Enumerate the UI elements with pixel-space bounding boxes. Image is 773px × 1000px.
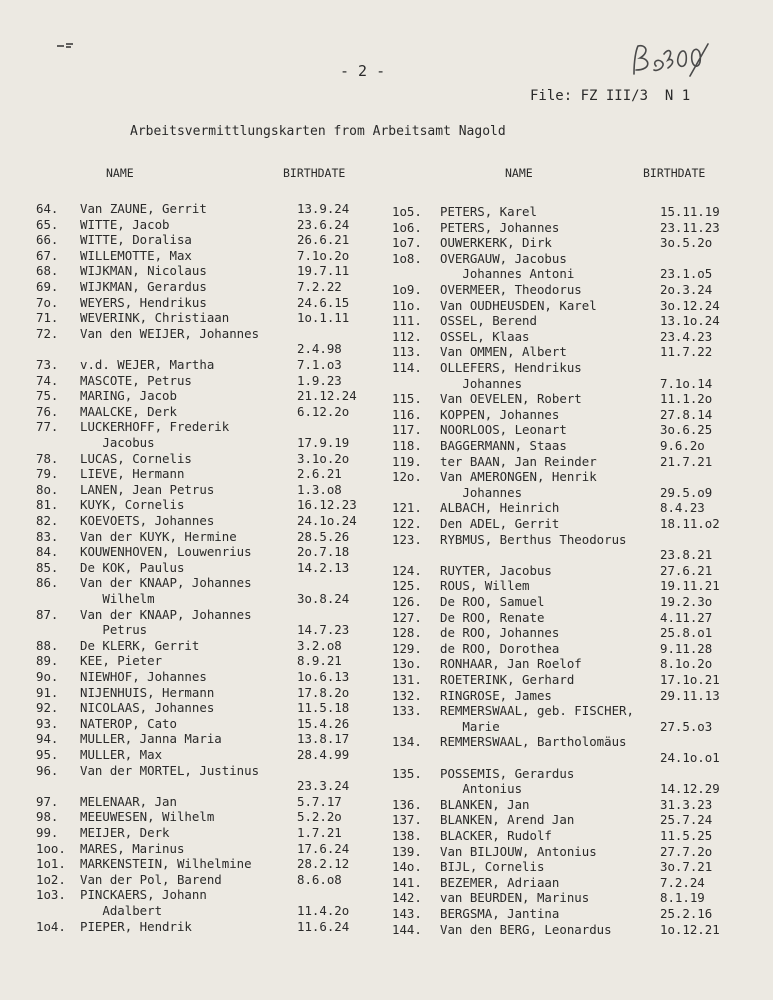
person-name: MARES, Marinus [80, 840, 185, 856]
birthdate: 11.5.25 [660, 828, 713, 843]
person-name: Van OEVELEN, Robert [440, 391, 582, 407]
birthdate: 1o.1.11 [297, 310, 350, 326]
entry-number: 111. [392, 313, 422, 329]
entry-number: 133. [392, 703, 422, 719]
entry-number: 7o. [36, 294, 59, 310]
entry-number: 99. [36, 825, 59, 840]
birthdate: 3o.12.24 [660, 297, 720, 313]
entry-number: 1o1. [36, 856, 66, 872]
birthdate: 14.7.23 [297, 622, 350, 638]
person-name: PETERS, Karel [440, 204, 537, 219]
person-name: Marie [440, 718, 500, 734]
person-name: van BEURDEN, Marinus [440, 890, 590, 906]
entry-number: 132. [392, 687, 422, 703]
birthdate: 24.1o.o1 [660, 750, 720, 765]
person-name: Van ZAUNE, Gerrit [80, 201, 207, 216]
punch-mark [56, 40, 74, 50]
entry-number: 8o. [36, 481, 59, 497]
birthdate: 23.8.21 [660, 547, 713, 563]
entry-number: 65. [36, 216, 59, 232]
entry-number: 115. [392, 391, 422, 407]
person-name: De ROO, Samuel [440, 594, 545, 609]
person-name: v.d. WEJER, Martha [80, 357, 215, 372]
entry-number: 98. [36, 809, 59, 825]
entry-number: 72. [36, 325, 59, 341]
person-name: BLANKEN, Jan [440, 796, 530, 812]
entry-number: 76. [36, 403, 59, 419]
person-name: OLLEFERS, Hendrikus [440, 360, 582, 375]
birthdate: 25.2.16 [660, 906, 713, 921]
birthdate: 27.8.14 [660, 406, 713, 422]
birthdate: 26.6.21 [297, 232, 350, 248]
entry-number: 66. [36, 232, 59, 248]
person-name: De KOK, Paulus [80, 559, 185, 575]
birthdate: 23.6.24 [297, 216, 350, 232]
entry-number: 126. [392, 594, 422, 609]
birthdate: 9.6.2o [660, 438, 705, 453]
person-name: KOUWENHOVEN, Louwenrius [80, 544, 252, 560]
birthdate: 19.11.21 [660, 578, 720, 594]
person-name: Petrus [80, 622, 148, 638]
person-name: BIJL, Cornelis [440, 859, 545, 875]
entry-number: 144. [392, 921, 422, 937]
entry-number: 138. [392, 828, 422, 843]
person-name: Van AMERONGEN, Henrik [440, 469, 597, 485]
entry-number: 83. [36, 528, 59, 544]
birthdate: 23.1.o5 [660, 266, 713, 282]
birthdate: 8.4.23 [660, 500, 705, 516]
person-name: Johannes [440, 484, 523, 500]
person-name: NOORLOOS, Leonart [440, 422, 567, 438]
birthdate: 5.2.2o [297, 809, 342, 825]
person-name: ALBACH, Heinrich [440, 500, 560, 516]
birthdate: 8.1.19 [660, 890, 705, 906]
person-name: MARING, Jacob [80, 388, 177, 404]
entry-number: 86. [36, 575, 59, 591]
birthdate: 11.1.2o [660, 391, 713, 407]
birthdate: 24.6.15 [297, 294, 350, 310]
birthdate: 28.2.12 [297, 856, 350, 872]
entry-number: 13o. [392, 656, 422, 672]
entry-number: 1o5. [392, 204, 422, 219]
entry-number: 119. [392, 453, 422, 469]
birthdate: 4.11.27 [660, 609, 713, 625]
person-name: POSSEMIS, Gerardus [440, 765, 575, 781]
person-name: MULLER, Max [80, 747, 163, 762]
person-name: MASCOTE, Petrus [80, 372, 192, 388]
birthdate: 11.5.18 [297, 700, 350, 716]
entry-number: 1o6. [392, 219, 422, 235]
birthdate: 14.12.29 [660, 781, 720, 797]
entry-number: 88. [36, 637, 59, 653]
birthdate: 19.7.11 [297, 263, 350, 279]
birthdate: 24.1o.24 [297, 513, 357, 528]
entry-number: 77. [36, 419, 59, 435]
entry-number: 11o. [392, 297, 422, 313]
birthdate: 7.1.o3 [297, 357, 342, 372]
birthdate: 1o.6.13 [297, 669, 350, 684]
person-name: Johannes Antoni [440, 266, 575, 282]
birthdate: 3o.5.2o [660, 235, 713, 251]
birthdate: 18.11.o2 [660, 516, 720, 531]
birthdate: 2o.7.18 [297, 544, 350, 560]
entry-number: 85. [36, 559, 59, 575]
column-header-name-left: NAME [106, 166, 134, 180]
entry-number: 135. [392, 765, 422, 781]
entry-number: 73. [36, 357, 59, 372]
birthdate: 31.3.23 [660, 796, 713, 812]
person-name: NIEWHOF, Johannes [80, 669, 207, 684]
birthdate: 17.6.24 [297, 840, 350, 856]
birthdate: 3o.7.21 [660, 859, 713, 875]
birthdate: 17.8.2o [297, 684, 350, 700]
person-name: MAALCKE, Derk [80, 403, 177, 419]
person-name: Van der KNAAP, Johannes [80, 606, 252, 622]
handwritten-signature [628, 40, 712, 84]
birthdate: 21.7.21 [660, 453, 713, 469]
person-name: Den ADEL, Gerrit [440, 516, 560, 531]
entry-number: 67. [36, 247, 59, 263]
birthdate: 17.1o.21 [660, 672, 720, 687]
entry-number: 117. [392, 422, 422, 438]
entry-number: 1oo. [36, 840, 66, 856]
birthdate: 6.12.2o [297, 403, 350, 419]
person-name: ter BAAN, Jan Reinder [440, 453, 597, 469]
birthdate: 25.8.o1 [660, 625, 713, 641]
person-name: Van OMMEN, Albert [440, 344, 567, 360]
person-name: REMMERSWAAL, Bartholomäus [440, 734, 627, 750]
entry-number: 87. [36, 606, 59, 622]
person-name: ROUS, Willem [440, 578, 530, 594]
birthdate: 21.12.24 [297, 388, 357, 404]
person-name: KOPPEN, Johannes [440, 406, 560, 422]
person-name: WIJKMAN, Gerardus [80, 279, 207, 294]
person-name: LUCAS, Cornelis [80, 450, 192, 466]
person-name: OSSEL, Berend [440, 313, 537, 329]
entry-number: 74. [36, 372, 59, 388]
person-name: RONHAAR, Jan Roelof [440, 656, 582, 672]
person-name: BEZEMER, Adriaan [440, 874, 560, 890]
entry-number: 81. [36, 497, 59, 513]
person-name: BLANKEN, Arend Jan [440, 812, 575, 828]
entry-number: 129. [392, 640, 422, 656]
person-name: BERGSMA, Jantina [440, 906, 560, 921]
entry-number: 1o9. [392, 282, 422, 297]
entry-number: 121. [392, 500, 422, 516]
birthdate: 23.4.23 [660, 328, 713, 344]
birthdate: 27.6.21 [660, 562, 713, 578]
birthdate: 11.6.24 [297, 918, 350, 934]
entry-number: 96. [36, 762, 59, 778]
person-name: Van BILJOUW, Antonius [440, 843, 597, 859]
entry-number: 1o8. [392, 250, 422, 266]
entry-number: 112. [392, 328, 422, 344]
column-header-birthdate-left: BIRTHDATE [283, 166, 346, 180]
person-name: LUCKERHOFF, Frederik [80, 419, 230, 435]
birthdate: 8.1o.2o [660, 656, 713, 672]
birthdate: 23.3.24 [297, 778, 350, 794]
birthdate: 19.2.3o [660, 594, 713, 609]
entry-number: 97. [36, 793, 59, 809]
person-name: Van OUDHEUSDEN, Karel [440, 297, 597, 313]
birthdate: 13.8.17 [297, 731, 350, 747]
person-name: Wilhelm [80, 591, 155, 606]
person-name: Van den WEIJER, Johannes [80, 325, 260, 341]
birthdate: 14.2.13 [297, 559, 350, 575]
entry-number: 125. [392, 578, 422, 594]
entry-number: 94. [36, 731, 59, 747]
person-name: MELENAAR, Jan [80, 793, 177, 809]
birthdate: 3.1o.2o [297, 450, 350, 466]
person-name: De ROO, Renate [440, 609, 545, 625]
entry-number: 9o. [36, 669, 59, 684]
entry-number: 95. [36, 747, 59, 762]
person-name: WITTE, Doralisa [80, 232, 192, 248]
person-name: WEYERS, Hendrikus [80, 294, 207, 310]
birthdate: 16.12.23 [297, 497, 357, 513]
entry-number: 114. [392, 360, 422, 375]
birthdate: 28.5.26 [297, 528, 350, 544]
person-name: MEEUWESEN, Wilhelm [80, 809, 215, 825]
birthdate: 23.11.23 [660, 219, 720, 235]
person-name: Van der Pol, Barend [80, 871, 222, 887]
person-name: Van der KUYK, Hermine [80, 528, 237, 544]
person-name: Van den BERG, Leonardus [440, 921, 612, 937]
birthdate: 7.2.22 [297, 279, 342, 294]
entry-number: 1o4. [36, 918, 66, 934]
birthdate: 3o.8.24 [297, 591, 350, 606]
person-name: RINGROSE, James [440, 687, 552, 703]
birthdate: 1.9.23 [297, 372, 342, 388]
entry-number: 68. [36, 263, 59, 279]
birthdate: 2.6.21 [297, 466, 342, 482]
entry-number: 139. [392, 843, 422, 859]
person-name: MULLER, Janna Maria [80, 731, 222, 747]
person-name: de ROO, Dorothea [440, 640, 560, 656]
entry-number: 64. [36, 201, 59, 216]
entry-number: 82. [36, 513, 59, 528]
person-name: WILLEMOTTE, Max [80, 247, 192, 263]
person-name: Adalbert [80, 903, 163, 918]
entry-number: 127. [392, 609, 422, 625]
person-name: NICOLAAS, Johannes [80, 700, 215, 716]
person-name: Van der KNAAP, Johannes [80, 575, 252, 591]
birthdate: 3o.6.25 [660, 422, 713, 438]
person-name: Johannes [440, 375, 523, 391]
person-name: NIJENHUIS, Hermann [80, 684, 215, 700]
document-title: Arbeitsvermittlungskarten from Arbeitsamt Nagold [130, 124, 506, 139]
birthdate: 11.4.2o [297, 903, 350, 918]
entry-number: 93. [36, 715, 59, 731]
person-name: NATEROP, Cato [80, 715, 177, 731]
birthdate: 1.7.21 [297, 825, 342, 840]
person-name: LIEVE, Hermann [80, 466, 185, 482]
entry-number: 78. [36, 450, 59, 466]
person-name: PIEPER, Hendrik [80, 918, 192, 934]
entry-number: 128. [392, 625, 422, 641]
entry-number: 14o. [392, 859, 422, 875]
entry-number: 134. [392, 734, 422, 750]
column-header-name-right: NAME [505, 166, 533, 180]
person-name: REMMERSWAAL, geb. FISCHER, [440, 703, 634, 719]
entry-number: 12o. [392, 469, 422, 485]
birthdate: 2.4.98 [297, 341, 342, 357]
person-name: Antonius [440, 781, 523, 797]
birthdate: 7.1o.2o [297, 247, 350, 263]
birthdate: 5.7.17 [297, 793, 342, 809]
person-name: de ROO, Johannes [440, 625, 560, 641]
birthdate: 7.1o.14 [660, 375, 713, 391]
birthdate: 8.9.21 [297, 653, 342, 669]
entry-number: 1o7. [392, 235, 422, 251]
entry-number: 118. [392, 438, 422, 453]
entry-number: 122. [392, 516, 422, 531]
file-reference: File: FZ III/3 N 1 [530, 88, 691, 104]
birthdate: 28.4.99 [297, 747, 350, 762]
birthdate: 9.11.28 [660, 640, 713, 656]
person-name: OUWERKERK, Dirk [440, 235, 552, 251]
entry-number: 124. [392, 562, 422, 578]
birthdate: 7.2.24 [660, 874, 705, 890]
entry-number: 75. [36, 388, 59, 404]
birthdate: 1o.12.21 [660, 921, 720, 937]
person-name: KOEVOETS, Johannes [80, 513, 215, 528]
page-number: - 2 - [340, 62, 386, 80]
entry-number: 116. [392, 406, 422, 422]
person-name: KEE, Pieter [80, 653, 163, 669]
entry-number: 91. [36, 684, 59, 700]
person-name: OVERMEER, Theodorus [440, 282, 582, 297]
birthdate: 27.7.2o [660, 843, 713, 859]
entry-number: 141. [392, 874, 422, 890]
entry-number: 79. [36, 466, 59, 482]
person-name: RYBMUS, Berthus Theodorus [440, 531, 627, 547]
birthdate: 17.9.19 [297, 435, 350, 450]
entry-number: 92. [36, 700, 59, 716]
entry-number: 136. [392, 796, 422, 812]
birthdate: 27.5.o3 [660, 718, 713, 734]
entry-number: 143. [392, 906, 422, 921]
person-name: PINCKAERS, Johann [80, 887, 207, 903]
birthdate: 11.7.22 [660, 344, 713, 360]
entry-number: 123. [392, 531, 422, 547]
birthdate: 2o.3.24 [660, 282, 713, 297]
person-name: Van der MORTEL, Justinus [80, 762, 260, 778]
person-name: MARKENSTEIN, Wilhelmine [80, 856, 252, 872]
birthdate: 29.5.o9 [660, 484, 713, 500]
entry-number: 84. [36, 544, 59, 560]
person-name: RUYTER, Jacobus [440, 562, 552, 578]
person-name: WEVERINK, Christiaan [80, 310, 230, 326]
person-name: Jacobus [80, 435, 155, 450]
person-name: De KLERK, Gerrit [80, 637, 200, 653]
person-name: BAGGERMANN, Staas [440, 438, 567, 453]
entry-number: 131. [392, 672, 422, 687]
birthdate: 8.6.o8 [297, 871, 342, 887]
birthdate: 25.7.24 [660, 812, 713, 828]
birthdate: 13.9.24 [297, 201, 350, 216]
column-header-birthdate-right: BIRTHDATE [643, 166, 706, 180]
person-name: OVERGAUW, Jacobus [440, 250, 567, 266]
person-name: ROETERINK, Gerhard [440, 672, 575, 687]
entry-number: 113. [392, 344, 422, 360]
entry-number: 69. [36, 279, 59, 294]
birthdate: 29.11.13 [660, 687, 720, 703]
entry-number: 137. [392, 812, 422, 828]
entry-number: 89. [36, 653, 59, 669]
birthdate: 3.2.o8 [297, 637, 342, 653]
person-name: MEIJER, Derk [80, 825, 170, 840]
birthdate: 13.1o.24 [660, 313, 720, 329]
birthdate: 1.3.o8 [297, 481, 342, 497]
person-name: WIJKMAN, Nicolaus [80, 263, 207, 279]
person-name: LANEN, Jean Petrus [80, 481, 215, 497]
entry-number: 142. [392, 890, 422, 906]
person-name: BLACKER, Rudolf [440, 828, 552, 843]
entry-number: 71. [36, 310, 59, 326]
entry-number: 1o3. [36, 887, 66, 903]
birthdate: 15.11.19 [660, 204, 720, 219]
person-name: WITTE, Jacob [80, 216, 170, 232]
person-name: PETERS, Johannes [440, 219, 560, 235]
entry-number: 1o2. [36, 871, 66, 887]
birthdate: 15.4.26 [297, 715, 350, 731]
person-name: KUYK, Cornelis [80, 497, 185, 513]
person-name: OSSEL, Klaas [440, 328, 530, 344]
